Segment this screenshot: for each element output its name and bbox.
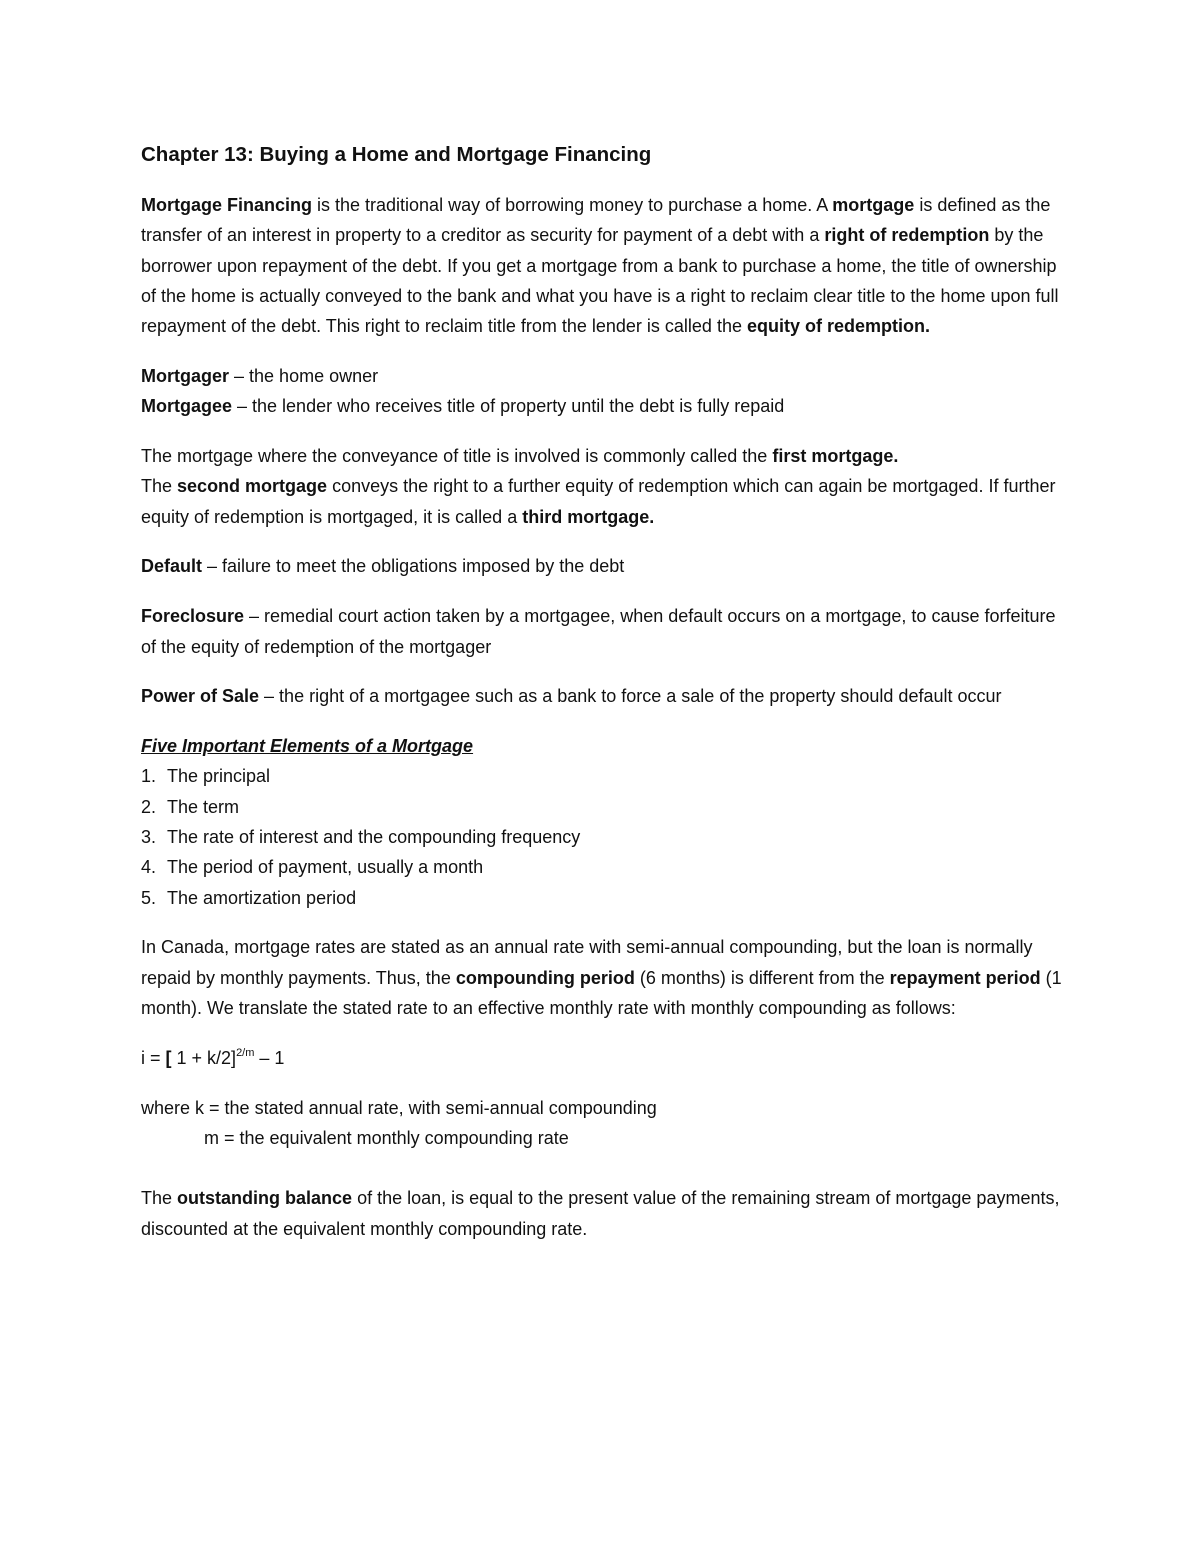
variable-m-definition: m = the equivalent monthly compounding rate — [204, 1127, 569, 1148]
list-item — [141, 792, 1071, 822]
def-mortgagee: – the lender who receives title of property until the debt is fully repaid — [232, 396, 785, 417]
term-default: Default — [141, 556, 203, 577]
formula-variables — [141, 1093, 1071, 1154]
term-mortgagee: Mortgagee — [141, 396, 233, 417]
elements-section — [141, 731, 1071, 913]
list-number: 5. — [141, 887, 157, 908]
formula-tail: – 1 — [254, 1047, 285, 1068]
list-item — [141, 883, 1071, 913]
list-text: The principal — [167, 766, 271, 787]
list-text: The amortization period — [167, 887, 357, 908]
term-repayment-period: repayment period — [889, 967, 1041, 988]
def-mortgager: – the home owner — [229, 365, 379, 386]
term-compounding-period: compounding period — [455, 967, 635, 988]
list-text: The rate of interest and the compounding frequency — [167, 827, 581, 848]
term-right-of-redemption: right of redemption — [824, 225, 990, 246]
mortgage-financing-paragraph — [141, 190, 1071, 341]
list-number: 2. — [141, 796, 157, 817]
term-second-mortgage: second mortgage — [177, 476, 328, 497]
mortgage-types-paragraph — [141, 441, 1071, 532]
formula-body: 1 + k/2] — [171, 1047, 237, 1068]
foreclosure-definition — [141, 601, 1071, 662]
formula-lhs: i = — [141, 1047, 166, 1068]
term-mortgage-financing: Mortgage Financing — [141, 195, 312, 215]
elements-list — [141, 761, 1071, 912]
list-number: 3. — [141, 827, 157, 848]
text-run: is defined as the transfer of an interest in property to a creditor as security for payment of a debt with a — [141, 195, 1051, 246]
term-power-of-sale: Power of Sale — [141, 686, 260, 707]
chapter-title: Chapter 13: Buying a Home and Mortgage Financing — [141, 143, 652, 166]
text-run: In Canada, mortgage rates are stated as an annual rate with semi-annual compounding, but the loan is normally repaid by monthly payments. Thus, the — [141, 937, 1033, 988]
text-run: of the loan, is equal to the present value of the remaining stream of mortgage payments, discounted at the equivalent monthly compounding rate. — [141, 1188, 1060, 1239]
def-default: – failure to meet the obligations imposed by the debt — [202, 556, 625, 577]
document-page — [141, 140, 1071, 1263]
variable-k-definition: where k = the stated annual rate, with semi-annual compounding — [141, 1097, 657, 1118]
list-item — [141, 822, 1071, 852]
formula-exponent: 2/m — [236, 1046, 255, 1059]
list-text: The period of payment, usually a month — [167, 857, 484, 878]
term-foreclosure: Foreclosure — [141, 606, 245, 627]
list-text: The term — [167, 796, 240, 817]
term-first-mortgage: first mortgage. — [772, 446, 899, 467]
text-run: conveys the right to a further equity of redemption which can again be mortgaged. If further equity of redemption is mortgaged, it is called a — [141, 476, 1056, 527]
term-mortgage: mortgage — [832, 195, 915, 215]
section-heading: Five Important Elements of a Mortgage — [141, 736, 474, 757]
formula-bracket: [ — [165, 1047, 172, 1068]
text-run: The — [141, 1188, 178, 1209]
term-outstanding-balance: outstanding balance — [177, 1188, 353, 1209]
list-number: 1. — [141, 766, 157, 787]
def-power-of-sale: – the right of a mortgagee such as a bank to force a sale of the property should default occur — [259, 686, 1002, 707]
text-run: The mortgage where the conveyance of title is involved is commonly called the — [141, 446, 773, 467]
rate-formula — [141, 1043, 1071, 1073]
list-item — [141, 852, 1071, 882]
power-of-sale-definition — [141, 681, 1071, 711]
text-run: (6 months) is different from the — [634, 967, 890, 988]
outstanding-balance-paragraph — [141, 1183, 1071, 1244]
def-foreclosure: – remedial court action taken by a mortgagee, when default occurs on a mortgage, to cause forfeiture of the equity of redemption of the mortgager — [141, 606, 1056, 657]
canada-rates-paragraph — [141, 932, 1071, 1023]
text-run: by the borrower upon repayment of the debt. If you get a mortgage from a bank to purchase a home, the title of ownership of the home is actually conveyed to the bank and what you have is a right to reclaim clear title to the home upon full repayment of the debt. This right to reclaim title from the lender is called the — [141, 225, 1059, 337]
default-definition — [141, 551, 1071, 581]
mortgager-mortgagee-definitions — [141, 361, 1071, 422]
blank-line — [141, 1153, 1071, 1183]
list-item — [141, 761, 1071, 791]
text-run: The — [141, 476, 178, 497]
text-run: is the traditional way of borrowing money to purchase a home. A — [312, 195, 833, 215]
term-mortgager: Mortgager — [141, 365, 230, 386]
list-number: 4. — [141, 857, 157, 878]
term-equity-of-redemption: equity of redemption. — [746, 316, 930, 337]
text-run: (1 month). We translate the stated rate to an effective monthly rate with monthly compounding as follows: — [141, 967, 1062, 1019]
term-third-mortgage: third mortgage. — [522, 506, 655, 527]
